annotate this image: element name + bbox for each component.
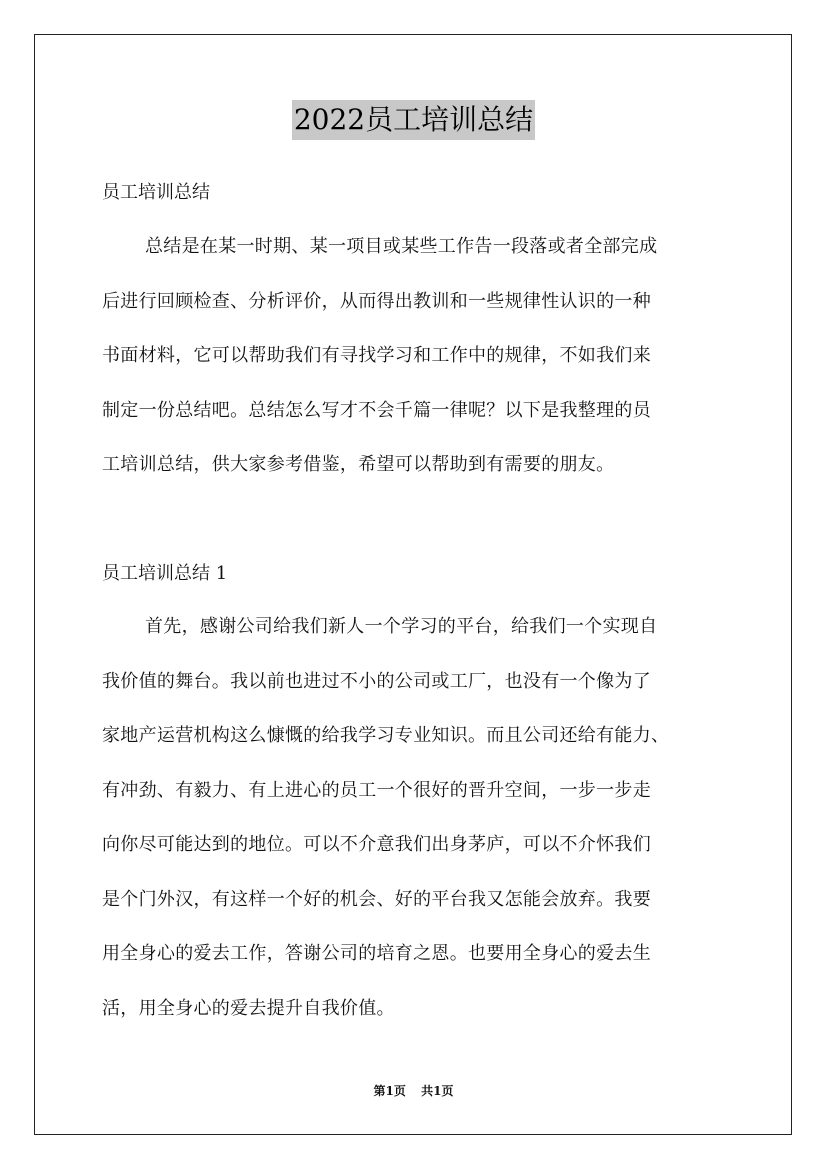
paragraph-line: 工培训总结，供大家参考借鉴，希望可以帮助到有需要的朋友。 — [102, 454, 615, 475]
paragraph-line: 制定一份总结吧。总结怎么写才不会千篇一律呢？以下是我整理的员 — [102, 399, 651, 421]
paragraph-line: 用全身心的爱去工作，答谢公司的培育之恩。也要用全身心的爱去生 — [102, 943, 651, 964]
paragraph-line: 我价值的舞台。我以前也进过不小的公司或工厂，也没有一个像为了 — [102, 670, 651, 692]
title-container — [0, 100, 827, 140]
document-title: 2022员工培训总结 — [292, 100, 535, 140]
page-total: 共1页 — [421, 1084, 454, 1098]
paragraph-line: 家地产运营机构这么慷慨的给我学习专业知识。而且公司还给有能力、 — [102, 725, 670, 746]
paragraph-line: 是个门外汉，有这样一个好的机会、好的平台我又怎能会放弃。我要 — [102, 888, 651, 910]
page-number: 第1页 — [373, 1084, 406, 1098]
paragraph-line: 活，用全身心的爱去提升自我价值。 — [102, 997, 395, 1019]
paragraph-line: 后进行回顾检查、分析评价，从而得出教训和一些规律性认识的一种 — [102, 290, 651, 312]
paragraph-line: 书面材料，它可以帮助我们有寻找学习和工作中的规律，不如我们来 — [102, 345, 651, 366]
paragraph-line: 总结是在某一时期、某一项目或某些工作告一段落或者全部完成 — [145, 236, 658, 257]
paragraph-line: 有冲劲、有毅力、有上进心的员工一个很好的晋升空间，一步一步走 — [102, 779, 651, 801]
intro-paragraph — [102, 220, 742, 493]
page-footer — [0, 1083, 827, 1099]
section1-heading: 员工培训总结 1 — [102, 563, 228, 584]
paragraph-line: 首先，感谢公司给我们新人一个学习的平台，给我们一个实现自 — [145, 616, 658, 637]
intro-heading: 员工培训总结 — [102, 182, 210, 203]
section1-paragraph — [102, 600, 742, 1036]
paragraph-line: 向你尽可能达到的地位。可以不介意我们出身茅庐，可以不介怀我们 — [102, 834, 651, 855]
